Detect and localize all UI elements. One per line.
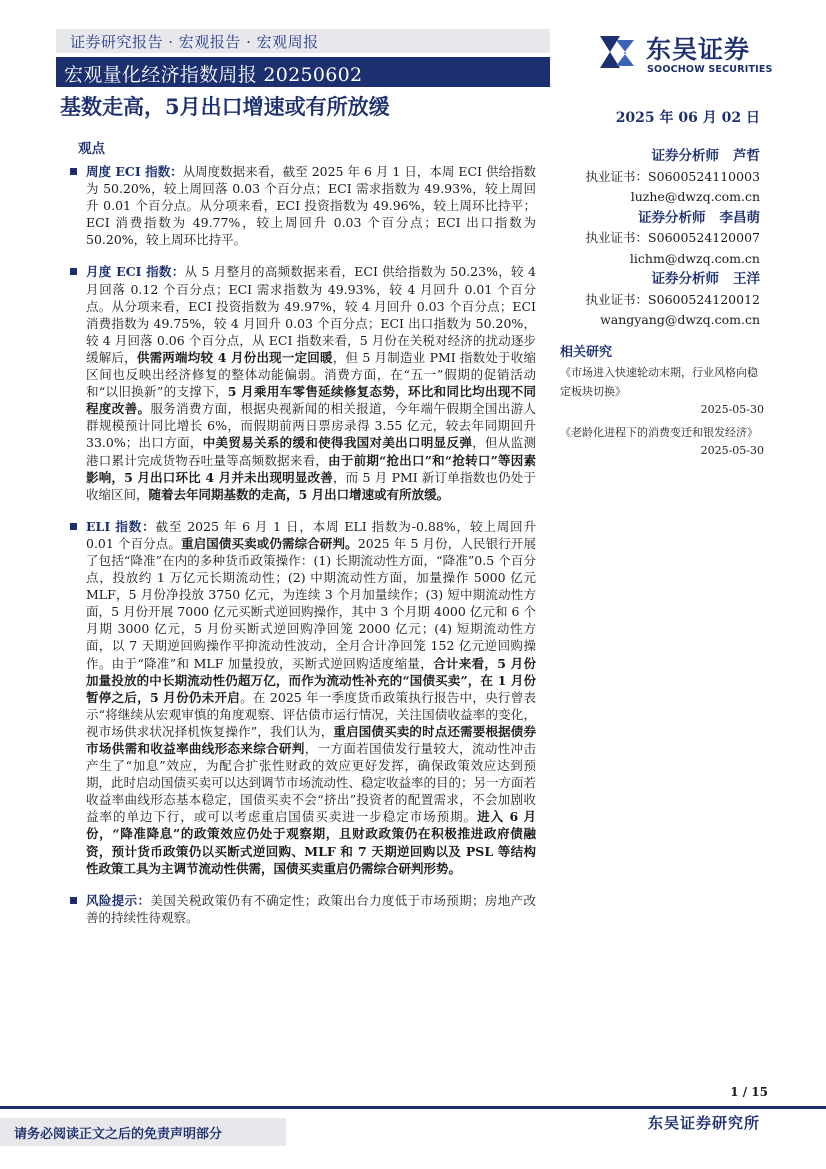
disclaimer-band (0, 1118, 286, 1146)
bullet-square-icon (70, 268, 77, 275)
soochow-logo-icon (594, 30, 640, 76)
report-category-band (56, 29, 550, 53)
related-research-title: 相关研究 (560, 345, 613, 360)
bullet-text: 。在 2025 年一季度货币政策执行报告中，央行曾表示“将继续从宏观审慎的角度观察、评估债市运行情况，关注国债收益率的变化，视市场供求状况择机恢复操作”，我们认为， (86, 689, 536, 739)
bullet-emphasis: 重启国债买卖或仍需综合研判。 (181, 535, 358, 551)
analyst-certificate: 执业证书：S0600524120012 (585, 291, 760, 307)
related-research (560, 341, 764, 464)
bullet-text: ，而 5 月 PMI 新订单指数也仍处于收缩区间， (86, 469, 536, 502)
related-research-item[interactable]: 《老龄化进程下的消费变迁和银发经济》 (560, 426, 758, 439)
bullet-paragraph (70, 263, 536, 502)
viewpoints (70, 163, 536, 941)
bullet-text: 从周度数据来看，截至 2025 年 6 月 1 日，本周 ECI 供给指数为 50.20%，较上周回落 0.03 个百分点；ECI 需求指数为 49.93%，较上周回升 0.01 个百分点。从分项来看，ECI 投资指数为 49.96%，较上周环比持平；ECI 消费指数为 49.77%，较上周回升 0.03 个百分点；ECI 出口指数为 50.20%，较上周环比持平。 (86, 164, 537, 248)
related-research-date: 2025-05-30 (700, 403, 764, 416)
bullet-emphasis: 由于前期“抢出口”和“抢转口”等因素影响，5 月出口环比 4 月并未出现明显改善 (86, 452, 536, 485)
bullet-emphasis: 重启国债买卖的时点还需要根据债券市场供需和收益率曲线形态来综合研判 (86, 723, 536, 756)
bullet-paragraph (70, 163, 536, 248)
bullet-text: 美国关税政策仍有不确定性；政策出台力度低于市场预期；房地产改善的持续性待观察。 (86, 892, 536, 925)
analyst-role: 证券分析师 (651, 271, 719, 287)
analyst-name: 芦哲 (733, 148, 760, 164)
bullet-keyword: 风险提示： (86, 892, 151, 908)
analyst-role: 证券分析师 (651, 148, 719, 164)
bullet-text: ，一方面若国债发行量较大，流动性冲击产生了“加息”效应，为配合扩张性财政的效应更好发挥，确保政策效应达到预期，此时启动国债买卖可以达到调节市场流动性、稳定收益率的目的；另一方面若收益率曲线形态基本稳定，国债买卖不会“挤出”投资者的配置需求，不会加剧收益率的单边下行，或可以考虑重启国债买卖进一步稳定市场预期。 (86, 741, 537, 825)
bullet-keyword: 月度 ECI 指数： (86, 264, 185, 280)
bullet-text: ，但从监测港口累计完成货物吞吐量等高频数据来看， (86, 435, 536, 468)
analyst-heading (560, 208, 760, 229)
report-title-band (56, 57, 550, 87)
bullet-emphasis: 进入 6 月份，“降准降息”的政策效应仍处于观察期，且财政政策仍在积极推进政府债融资，预计货币政策仍以买断式逆回购、MLF 和 7 天期逆回购以及 PSL 等结构性政策工具为主调节流动性供需，国债买卖重启仍需综合研判形势。 (86, 809, 536, 876)
bullet-emphasis: 供需两端均较 4 月份出现一定回暖 (136, 349, 333, 365)
analyst-card (560, 146, 760, 208)
bullet-square-icon (70, 897, 77, 904)
disclaimer-text: 请务必阅读正文之后的免责声明部分 (14, 1127, 223, 1142)
brand-logo (594, 30, 784, 80)
analyst-email[interactable]: lichm@dwzq.com.cn (629, 250, 760, 266)
bullet-keyword: ELI 指数： (86, 518, 156, 534)
analyst-email[interactable]: luzhe@dwzq.com.cn (630, 189, 760, 204)
report-category: 证券研究报告 · 宏观报告 · 宏观周报 (70, 33, 319, 51)
bullet-text: ，但 5 月制造业 PMI 指数处于收缩区间也反映出经济修复的整体动能偏弱。消费方面，在“五一”假期的促销活动和“以旧换新”的支撑下， (86, 349, 536, 400)
related-research-date: 2025-05-30 (700, 444, 764, 457)
analyst-name: 王洋 (733, 271, 760, 287)
analyst-heading (560, 269, 760, 290)
bullet-paragraph (70, 892, 536, 926)
analyst-card (560, 269, 760, 331)
report-title: 宏观量化经济指数周报 20250602 (64, 64, 363, 86)
bullet-emphasis: 5 月乘用车零售延续修复态势，环比和同比均出现不同程度改善。 (86, 384, 536, 417)
related-research-item[interactable]: 《市场进入快速轮动末期，行业风格向稳定板块切换》 (560, 366, 758, 398)
analyst-role: 证券分析师 (638, 209, 706, 226)
analyst-certificate: 执业证书：S0600524120007 (585, 230, 760, 245)
bullet-square-icon (70, 523, 77, 530)
footer-rule (0, 1106, 826, 1109)
bullet-emphasis: 合计来看，5 月份加量投放的中长期流动性仍超万亿，而作为流动性补充的“国债买卖”，在 1 月份暂停之后，5 月份仍未开启 (86, 655, 536, 705)
analyst-list (560, 146, 760, 331)
brand-name-cn: 东吴证券 (646, 35, 751, 64)
bullet-text: 从 5 月整月的高频数据来看，ECI 供给指数为 50.23%，较 4 月回落 0.12 个百分点；ECI 需求指数为 49.93%，较 4 月回升 0.01 个百分点。从分项来看，ECI 投资指数为 49.97%，较 4 月回升 0.03 个百分点；ECI 消费指数为 49.75%，较 4 月回升 0.03 个百分点；ECI 出口指数为 50.20%，较 4 月回落 0.06 个百分点，从 ECI 指数来看，5 月份在关税对经济的扰动逐步缓解后， (86, 264, 536, 365)
analyst-name: 李昌萌 (719, 209, 760, 226)
bullet-square-icon (70, 168, 77, 175)
institute-name: 东吴证券研究所 (647, 1114, 760, 1132)
page-number: 1 / 15 (730, 1085, 768, 1099)
headline: 基数走高，5月出口增速或有所放缓 (60, 94, 390, 119)
analyst-heading (560, 146, 760, 167)
bullet-text: 截至 2025 年 6 月 1 日，本周 ELI 指数为-0.88%，较上周回升 0.01 个百分点。 (86, 518, 536, 551)
analyst-certificate: 执业证书：S0600524110003 (585, 168, 760, 184)
analyst-card (560, 208, 760, 270)
bullet-paragraph (70, 518, 536, 877)
bullet-text: 2025 年 5 月份，人民银行开展了包括“降准”在内的多种货币政策操作：(1) 长期流动性方面，“降准”0.5 个百分点，投放约 1 万亿元长期流动性；(2) 中期流动性方面，加量操作 5000 亿元 MLF，5 月份净投放 3750 亿元，为连续 3 个月加量续作；(3) 短中期流动性方面，5 月份开展 7000 亿元买断式逆回购操作，其中 3 个月期 4000 亿元和 6 个月期 3000 亿元，5 月份买断式逆回购净回笼 2000 亿元；(4) 短期流动性方面，以 7 天期逆回购操作平抑流动性波动，全月合计净回笼 152 亿元逆回购操作。由于“降准”和 MLF 加量投放，买断式逆回购适度缩量， (86, 535, 536, 671)
bullet-text: 服务消费方面，根据央视新闻的相关报道，今年端午假期全国出游人群规模预计同比增长 6%，而假期前两日票房录得 3.55 亿元，较去年同期回升 33.0%；出口方面， (86, 401, 536, 451)
bullet-emphasis: 中美贸易关系的缓和使得我国对美出口明显反弹 (202, 435, 473, 451)
bullet-emphasis: 随着去年同期基数的走高，5 月出口增速或有所放缓。 (148, 486, 450, 502)
brand-name-en: SOOCHOW SECURITIES (647, 64, 773, 75)
section-label: 观点 (78, 141, 105, 157)
report-date: 2025 年 06 月 02 日 (615, 110, 760, 126)
analyst-email[interactable]: wangyang@dwzq.com.cn (600, 312, 760, 327)
bullet-keyword: 周度 ECI 指数： (86, 164, 183, 179)
